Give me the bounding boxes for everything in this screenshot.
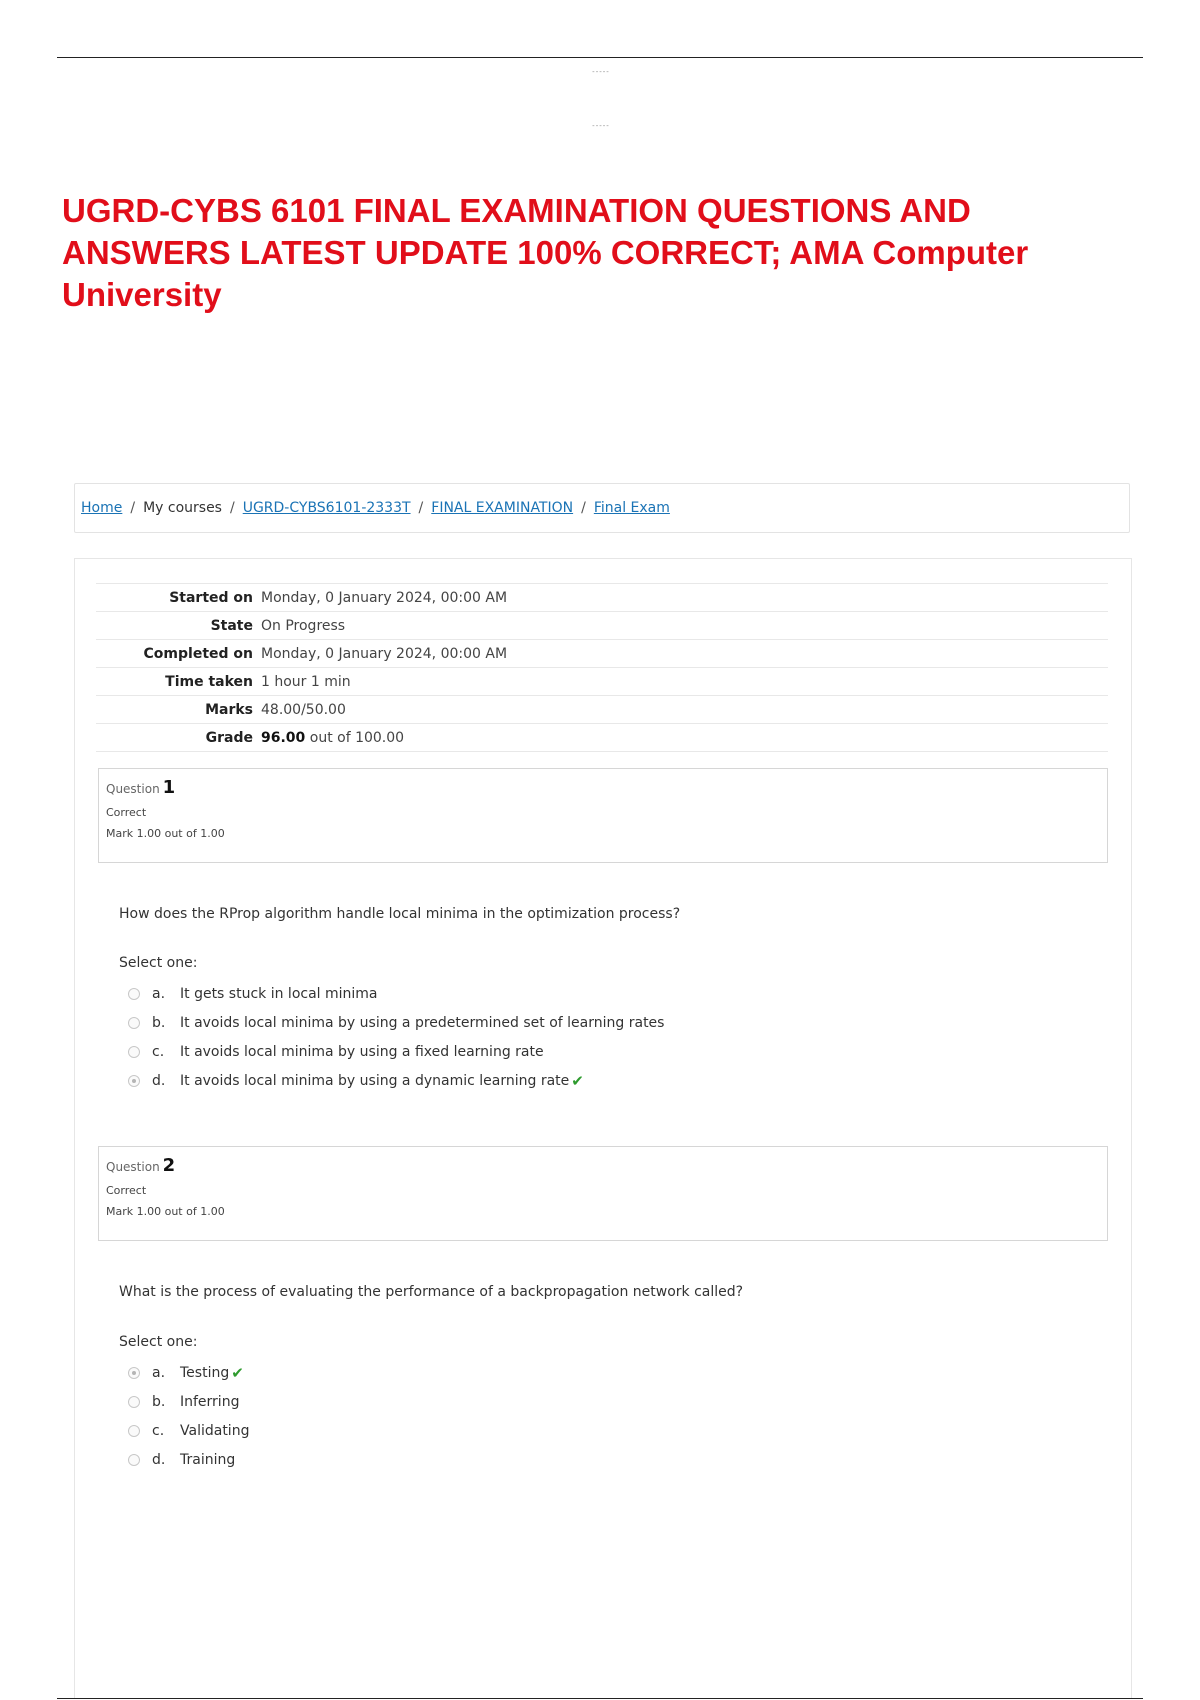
answer-list: [128, 979, 664, 1095]
summary-value: 1 hour 1 min: [261, 668, 1108, 696]
answer-option[interactable]: [128, 1416, 249, 1445]
breadcrumb-separator: /: [581, 500, 586, 516]
breadcrumb-section-link[interactable]: FINAL EXAMINATION: [431, 500, 574, 516]
radio-button[interactable]: [128, 1017, 140, 1029]
attempt-summary-table: [96, 583, 1108, 752]
check-icon: ✔: [571, 1071, 584, 1090]
option-letter: b.: [152, 1393, 166, 1410]
page-mark: -----: [592, 68, 610, 76]
answer-option[interactable]: [128, 1445, 249, 1474]
grade-score: 96.00: [261, 729, 306, 746]
summary-row-grade: [96, 724, 1108, 752]
radio-button[interactable]: [128, 1046, 140, 1058]
radio-button-selected[interactable]: [128, 1075, 140, 1087]
grade-out-of: out of 100.00: [309, 729, 405, 746]
option-letter: b.: [152, 1014, 166, 1031]
question-mark: Mark 1.00 out of 1.00: [106, 827, 225, 840]
option-text: It gets stuck in local minima: [180, 985, 378, 1002]
option-text: Inferring: [180, 1393, 240, 1410]
radio-button[interactable]: [128, 1396, 140, 1408]
check-icon: ✔: [231, 1363, 244, 1382]
question-number: [106, 777, 1100, 798]
question-status: Correct: [106, 806, 147, 819]
summary-row-started: [96, 584, 1108, 612]
top-rule: [57, 57, 1143, 58]
summary-value: On Progress: [261, 612, 1108, 640]
summary-value: Monday, 0 January 2024, 00:00 AM: [261, 640, 1108, 668]
radio-button[interactable]: [128, 1454, 140, 1466]
question-info-box: [98, 1146, 1108, 1241]
option-text: Training: [180, 1451, 236, 1468]
summary-label: Marks: [96, 696, 261, 724]
answer-list: [128, 1358, 249, 1474]
summary-value: 48.00/50.00: [261, 696, 1108, 724]
bottom-rule: [57, 1698, 1143, 1699]
breadcrumb-separator: /: [229, 500, 235, 516]
radio-button[interactable]: [128, 988, 140, 1000]
select-one-label: Select one:: [119, 955, 198, 971]
answer-option[interactable]: [128, 1387, 249, 1416]
radio-button-selected[interactable]: [128, 1367, 140, 1379]
breadcrumb-home-link[interactable]: Home: [81, 500, 123, 516]
summary-value: Monday, 0 January 2024, 00:00 AM: [261, 584, 1108, 612]
option-letter: d.: [152, 1072, 166, 1089]
breadcrumb-course-link[interactable]: UGRD-CYBS6101-2333T: [242, 500, 411, 516]
summary-row-state: [96, 612, 1108, 640]
document-title: UGRD-CYBS 6101 FINAL EXAMINATION QUESTIONS AND ANSWERS LATEST UPDATE 100% CORRECT; AMA Computer University: [62, 192, 1029, 313]
summary-label: State: [96, 612, 261, 640]
option-letter: a.: [152, 985, 166, 1002]
summary-row-marks: [96, 696, 1108, 724]
breadcrumb-quiz-link[interactable]: Final Exam: [593, 500, 670, 516]
option-text: It avoids local minima by using a dynamic learning rate: [180, 1072, 570, 1089]
breadcrumb-separator: /: [130, 500, 136, 516]
option-letter: a.: [152, 1364, 166, 1381]
page-mark: -----: [592, 122, 610, 130]
option-text: Validating: [180, 1422, 250, 1439]
summary-label: Time taken: [96, 668, 261, 696]
summary-value: [261, 724, 1108, 752]
select-one-label: Select one:: [119, 1334, 198, 1350]
question-label: Question: [106, 1160, 160, 1174]
summary-label: Grade: [96, 724, 261, 752]
question-number-value: 1: [162, 777, 176, 798]
summary-row-completed: [96, 640, 1108, 668]
breadcrumb: [74, 483, 1130, 533]
answer-option[interactable]: [128, 1037, 664, 1066]
option-letter: c.: [152, 1043, 165, 1060]
answer-option[interactable]: [128, 979, 664, 1008]
question-number: [106, 1155, 1100, 1176]
answer-option[interactable]: [128, 1008, 664, 1037]
summary-row-time-taken: [96, 668, 1108, 696]
question-mark: Mark 1.00 out of 1.00: [106, 1205, 225, 1218]
breadcrumb-my-courses: My courses: [143, 500, 222, 516]
question-info-box: [98, 768, 1108, 863]
question-status: Correct: [106, 1184, 147, 1197]
breadcrumb-separator: /: [418, 500, 424, 516]
option-text: Testing: [180, 1364, 230, 1381]
summary-label: Started on: [96, 584, 261, 612]
question-label: Question: [106, 782, 160, 796]
option-letter: c.: [152, 1422, 165, 1439]
summary-label: Completed on: [96, 640, 261, 668]
option-letter: d.: [152, 1451, 166, 1468]
question-number-value: 2: [162, 1155, 176, 1176]
answer-option[interactable]: [128, 1358, 249, 1387]
question-text: How does the RProp algorithm handle local minima in the optimization process?: [119, 906, 681, 922]
question-text: What is the process of evaluating the performance of a backpropagation network called?: [119, 1284, 744, 1300]
answer-option[interactable]: [128, 1066, 664, 1095]
option-text: It avoids local minima by using a fixed learning rate: [180, 1043, 544, 1060]
option-text: It avoids local minima by using a predetermined set of learning rates: [180, 1014, 665, 1031]
radio-button[interactable]: [128, 1425, 140, 1437]
